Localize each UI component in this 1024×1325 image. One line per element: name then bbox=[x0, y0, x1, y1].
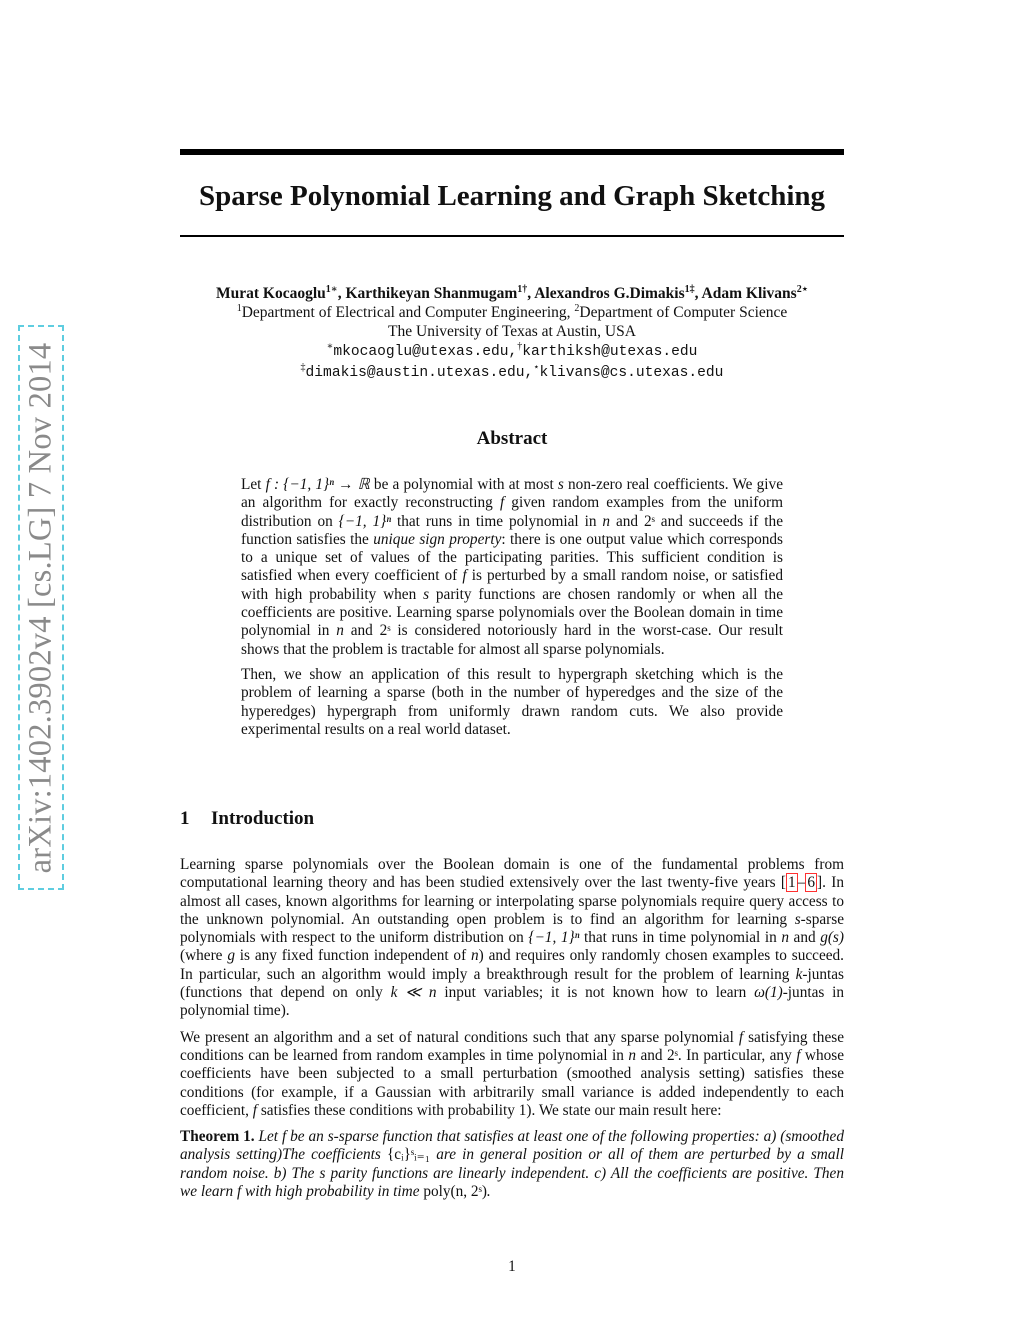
email-address[interactable]: klivans@cs.utexas.edu bbox=[539, 365, 724, 381]
author-name: Alexandros G.Dimakis bbox=[534, 285, 685, 302]
theorem-label: Theorem 1. bbox=[180, 1128, 255, 1146]
arxiv-identifier: arXiv:1402.3902v4 [cs.LG] 7 Nov 2014 bbox=[22, 342, 59, 873]
section-heading-introduction bbox=[180, 808, 314, 830]
arxiv-identifier-banner[interactable] bbox=[18, 325, 64, 890]
introduction-body bbox=[180, 856, 844, 1209]
email-address[interactable]: dimakis@austin.utexas.edu, bbox=[305, 365, 534, 381]
affiliation-university: The University of Texas at Austin, USA bbox=[388, 323, 636, 340]
author-emails-line-2: ‡dimakis@austin.utexas.edu,⋆klivans@cs.utexas.edu bbox=[300, 361, 724, 381]
author-name: Karthikeyan Shanmugam bbox=[345, 285, 518, 302]
affiliation-departments: $^1$Department of Electrical and Computer Engineering, $^2$Department of Computer Science bbox=[236, 302, 788, 321]
abstract-paragraph-1: Let f : {−1, 1}ⁿ → ℝ be a polynomial with at most s non-zero real coefficients. We give an algorithm for exactly reconstructing f given random examples from the uniform distribution on {−1, 1}ⁿ that runs in time polynomial in n and 2ˢ and succeeds if the function satisfies the unique sign property: there is one output value which corresponds to a unique set of values of the participating parities. This sufficient condition is satisfied when every coefficient of f is perturbed by a small random noise, or satisfied with high probability when s parity functions are chosen randomly or when all the coefficients are positive. Learning sparse polynomials over the Boolean domain in time polynomial in n and 2ˢ is considered notoriously hard in the worst-case. Our result shows that the problem is tractable for almost all sparse polynomials. bbox=[241, 476, 783, 658]
page-number: 1 bbox=[508, 1258, 516, 1275]
citation-link[interactable]: 1 bbox=[788, 874, 796, 892]
intro-paragraph-1: Learning sparse polynomials over the Boolean domain is one of the fundamental problems from computational learning theory and has been studied extensively over the last twenty-five years [ 1 – 6 ]. In almost all cases, known algorithms for learning or interpolating sparse polynomials require query access to the unknown polynomial. An outstanding open problem is to find an algorithm for learning s-sparse polynomials with respect to the uniform distribution on {−1, 1}ⁿ that runs in time polynomial in n and g(s) (where g is any fixed function independent of n) and requires only randomly chosen examples to succeed. In particular, such an algorithm would imply a breakthrough result for the problem of learning k-juntas (functions that depend on only k ≪ n input variables; it is not known how to learn ω(1)-juntas in polynomial time). bbox=[180, 856, 845, 1020]
author-names: Murat Kocaoglu$^{1∗}$, Karthikeyan Shanmugam$^{1\dagger}$, Alexandros G.Dimakis$^{1\ddagger}$, Adam Klivans$^{2⋆}$ bbox=[216, 283, 808, 302]
section-title: Introduction bbox=[211, 808, 315, 829]
defined-term: unique sign property bbox=[373, 530, 502, 548]
author-emails-line-1: ∗mkocaoglu@utexas.edu,†karthiksh@utexas.edu bbox=[326, 340, 698, 360]
author-name: Murat Kocaoglu bbox=[216, 285, 326, 302]
abstract-heading: Abstract bbox=[476, 428, 548, 449]
citation-link[interactable]: 6 bbox=[807, 874, 815, 892]
title-rule-bottom bbox=[180, 235, 844, 237]
title-rule-top bbox=[180, 149, 844, 155]
author-name: Adam Klivans bbox=[701, 285, 797, 302]
theorem-1: Theorem 1. Let f be an s-sparse function that satisfies at least one of the following properties: a) (smoothed analysis setting)The coefficients {cᵢ}ˢᵢ₌₁ are in general position or all of them are perturbed by a small random noise. b) The s parity functions are linearly independent. c) All the coefficients are positive. Then we learn f with high probability in time poly(n, 2ˢ). bbox=[180, 1128, 844, 1201]
abstract-body bbox=[241, 476, 783, 746]
author-block bbox=[180, 284, 844, 383]
paper-title: Sparse Polynomial Learning and Graph Sketching bbox=[198, 180, 826, 212]
abstract-paragraph-2: Then, we show an application of this result to hypergraph sketching which is the problem of learning a sparse (both in the number of hyperedges and the size of the hyperedges) hypergraph from uniformly drawn random cuts. We also provide experimental results on a real world dataset. bbox=[241, 665, 783, 738]
email-address[interactable]: mkocaoglu@utexas.edu, bbox=[333, 344, 518, 360]
intro-paragraph-2: We present an algorithm and a set of natural conditions such that any sparse polynomial f satisfying these conditions can be learned from random examples in time polynomial in n and 2ˢ. In particular, any f whose coefficients have been subjected to a small perturbation (smoothed analysis setting) satisfies these conditions (for example, if a Gaussian with arbitrarily small variance is added independently to each coefficient, f satisfies these conditions with probability 1). We state our main result here: bbox=[180, 1028, 844, 1119]
section-number: 1 bbox=[180, 808, 190, 829]
email-address[interactable]: karthiksh@utexas.edu bbox=[522, 344, 698, 360]
